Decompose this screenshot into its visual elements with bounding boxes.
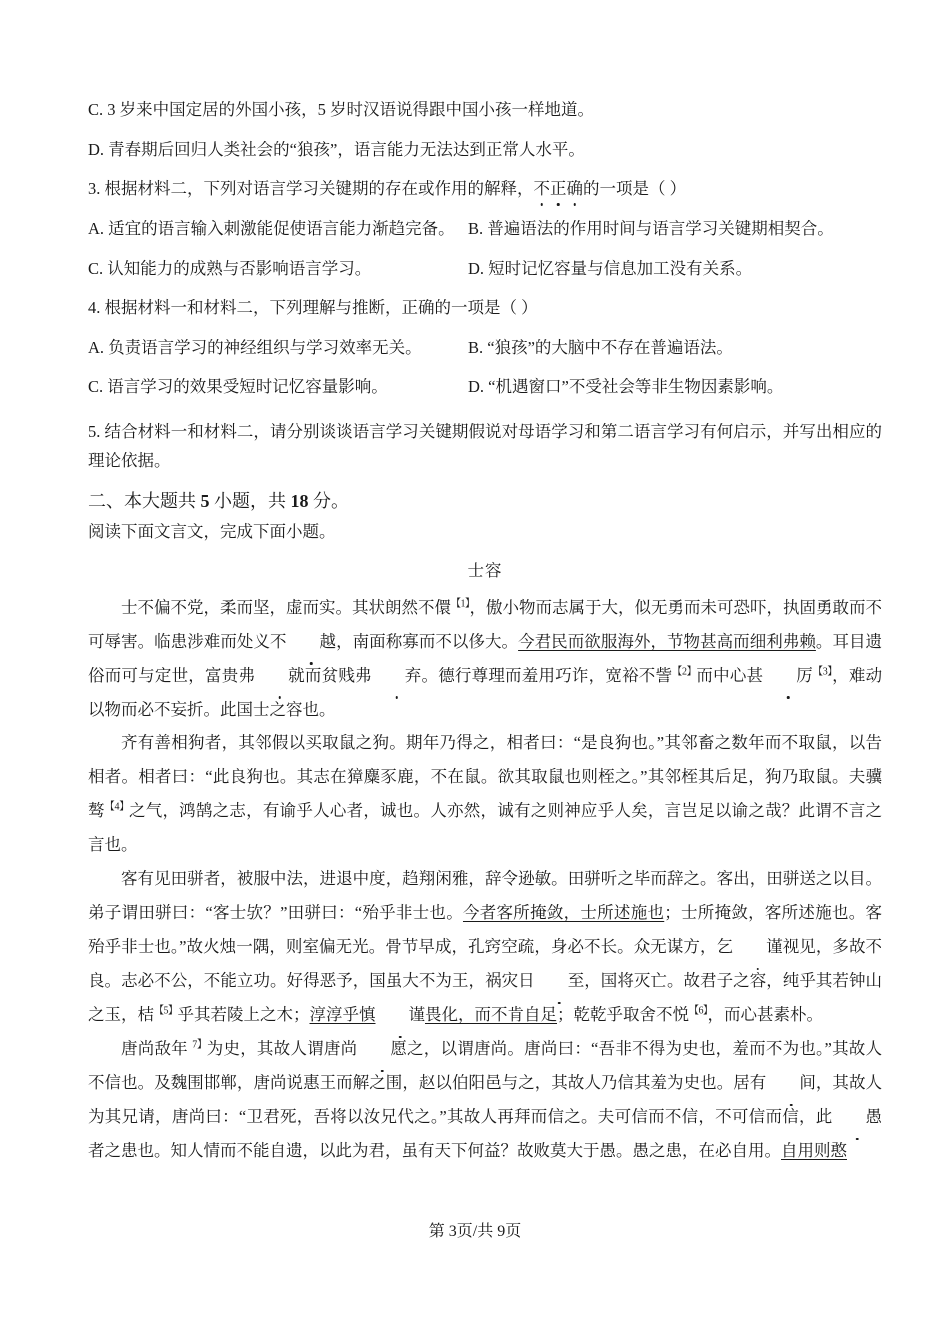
question-4-stem: 4. 根据材料一和材料二，下列理解与推断，正确的一项是（ ） (88, 298, 538, 318)
footnote-marker-1: 【1】 (451, 598, 470, 610)
option-label: D. (468, 377, 485, 397)
option-label: C. (88, 258, 104, 278)
article-paragraph-2 (88, 726, 882, 862)
question-3-options-row-2 (88, 259, 882, 280)
emphasis-char: 不 (533, 179, 550, 199)
p3-text-4: ；乾乾乎取舍不悦 (557, 1005, 689, 1025)
option-label: A. (88, 337, 105, 357)
question-4-option-a[interactable] (88, 338, 468, 359)
section-2-heading (88, 490, 882, 513)
option-text: 适宜的语言输入刺激能促使语言能力渐趋完备。 (108, 218, 455, 238)
p3-underlined-passage-1: 今者客所掩敛，士所述施也 (462, 903, 665, 923)
p4-text-2: 为史，其故人谓唐尚 愿之，以谓唐尚。唐尚曰：“吾非不得为史也，羞而不为也。”其故人不信也。及魏围邯郸，唐尚说惠王而解之围，赵以伯阳邑与之，其故人乃信其羞为史也。居有 间，其故人为其兄请，唐尚曰：“卫君死，吾将以汝兄代之。”其故人再拜而信之。夫可信而不信，不可信而信，此 愚者之患也。知人情而不能自遗，以此为君，虽有天下何益？故败莫大于愚。愚之患，在必自用。 (88, 1039, 882, 1160)
question-4-option-b[interactable] (468, 338, 733, 359)
p3-text-3: 乎其若陵上之木； (177, 1005, 310, 1025)
p3-text-5: ，而心甚素朴。 (707, 1005, 823, 1025)
page-footer: 第 3页/共 9页 (428, 1223, 522, 1240)
option-text: 负责语言学习的神经组织与学习效率无关。 (108, 337, 422, 357)
p1-text-3: 。耳目遗俗而可与定世，富贵弗 就而贫贱弗 弃。德行尊理而羞用巧诈，宽裕不訾 (88, 632, 882, 685)
question-4-options-row-2 (88, 377, 882, 398)
footnote-marker-3: 【3】 (812, 666, 833, 678)
question-4-options-row-1 (88, 338, 882, 359)
footnote-marker-5: 【5】 (154, 1005, 178, 1017)
question-3-emphasis (534, 179, 584, 198)
section-2-question-count: 5 (200, 490, 210, 511)
option-label: A. (88, 218, 105, 238)
question-2-option-c: C. 3 岁来中国定居的外国小孩，5 岁时汉语说得跟中国小孩一样地道。 (88, 100, 595, 119)
question-4-option-c[interactable] (88, 377, 468, 398)
p2-text-1: 齐有善相狗者，其邻假以买取鼠之狗。期年乃得之，相者曰：“是良狗也。”其邻畜之数年而不取鼠，以告相者。相者曰：“此良狗也。其志在獐麋豕鹿，不在鼠。欲其取鼠也则桎之。”其邻桎其后足，狗乃取鼠。夫骥骜 (88, 733, 882, 821)
emphasis-char: 谨 (733, 930, 783, 964)
question-3-stem-part1: 3. 根据材料二，下列对语言学习关键期的存在或作用的解释， (88, 179, 534, 199)
emphasis-char: 就 (255, 659, 305, 693)
option-text: 认知能力的成熟与否影响语言学习。 (107, 258, 372, 278)
option-text: 语言学习的效果受短时记忆容量影响。 (107, 377, 388, 397)
p1-underlined-passage: 今君民而欲服海外，节物甚高而细利弗赖 (518, 631, 816, 651)
emphasis-char: 越 (287, 625, 337, 659)
option-label: D. (468, 258, 485, 278)
emphasis-char: 间 (766, 1066, 816, 1100)
article-paragraph-1 (88, 591, 882, 727)
question-4-option-d[interactable] (468, 377, 783, 398)
section-2-score: 18 (290, 490, 309, 511)
p1-text-1: 士不偏不党，柔而坚，虚而实。其状朗然不儇 (121, 597, 451, 617)
article-paragraph-4 (88, 1032, 882, 1168)
p3-text-2: ；士所掩敛，客所述施也。客殆乎非士也。”故火烛一隅，则室偏无光。骨节早成，孔窍空疏，身必不长。众无谋方，乞 谨视见，多故不良。志必不公，不能立功。好得恶予，国虽大不为王，祸灾日 至，国将灭亡。故君子之容，纯乎其若钟山之玉，桔 (88, 903, 883, 1025)
emphasis-char: 弃 (372, 659, 422, 693)
footnote-marker-4: 【4】 (104, 801, 129, 813)
option-text: “狼孩”的大脑中不存在普遍语法。 (487, 337, 733, 357)
p1-text-4: 而中心甚 厉 (696, 666, 812, 685)
footnote-marker-7: 7】 (192, 1039, 207, 1051)
option-label: B. (468, 218, 484, 238)
emphasis-char: 至 (535, 964, 585, 998)
p3-underlined-passage-2: 淳淳乎慎 谨畏化，而不肯自足 (310, 1005, 558, 1024)
question-3-options-row-1 (88, 219, 882, 240)
section-2-middle: 小题，共 (214, 490, 286, 511)
footnote-marker-6: 【6】 (689, 1005, 708, 1017)
question-3-option-c[interactable] (88, 259, 468, 280)
article-title: 士容 (467, 560, 503, 580)
option-text: 短时记忆容量与信息加工没有关系。 (488, 258, 753, 278)
question-3-option-b[interactable] (468, 219, 834, 240)
emphasis-char: 谨 (376, 998, 426, 1032)
emphasis-char: 正 (550, 179, 567, 199)
option-label: C. (88, 377, 104, 397)
emphasis-char: 愿 (357, 1032, 407, 1066)
p4-text-1: 唐尚敌年 (121, 1039, 188, 1059)
option-text: “机遇窗口”不受社会等非生物因素影响。 (488, 377, 784, 397)
emphasis-char: 愚 (833, 1100, 883, 1134)
question-3-option-d[interactable] (468, 259, 752, 280)
p4-underlined-passage: 自用则憨 (781, 1141, 847, 1161)
footnote-marker-2: 【2】 (672, 666, 697, 678)
question-3-stem (88, 179, 882, 200)
option-label: B. (468, 337, 484, 357)
article-paragraph-3 (88, 862, 882, 1032)
section-2-prefix: 二、本大题共 (88, 490, 196, 511)
question-3-option-a[interactable] (88, 219, 468, 240)
option-text: 普遍语法的作用时间与语言学习关键期相契合。 (487, 218, 834, 238)
p1-text-5: ，难动以物而必不妄折。此国士之容也。 (88, 665, 883, 719)
emphasis-char: 厉 (763, 659, 813, 693)
question-3-stem-part2: 的一项是（ ） (583, 179, 687, 199)
question-5-stem: 5. 结合材料一和材料二，请分别谈谈语言学习关键期假说对母语学习和第二语言学习有何启示，并写出相应的理论依据。 (88, 422, 882, 471)
section-2-suffix: 分。 (313, 490, 349, 511)
emphasis-char: 确 (566, 179, 583, 199)
section-2-instruction: 阅读下面文言文，完成下面小题。 (88, 522, 336, 542)
p2-text-2: 之气，鸿鹄之志，有谕乎人心者，诚也。人亦然，诚有之则神应乎人矣，言岂足以谕之哉？此谓不言之言也。 (88, 801, 883, 855)
p1-text-2: ，傲小物而志属于大，似无勇而未可恐吓，执固勇敢而不可辱害。临患涉难而处义不 越，南面称寡而不以侈大。 (88, 598, 882, 651)
question-2-option-d: D. 青春期后回归人类社会的“狼孩”，语言能力无法达到正常人水平。 (88, 139, 585, 159)
p3-text-1: 客有见田骈者，被服中法，进退中度，趋翔闲雅，辞令逊敏。田骈听之毕而辞之。客出，田骈送之以目。弟子谓田骈曰：“客士欤？”田骈曰：“殆乎非士也。 (88, 869, 882, 923)
